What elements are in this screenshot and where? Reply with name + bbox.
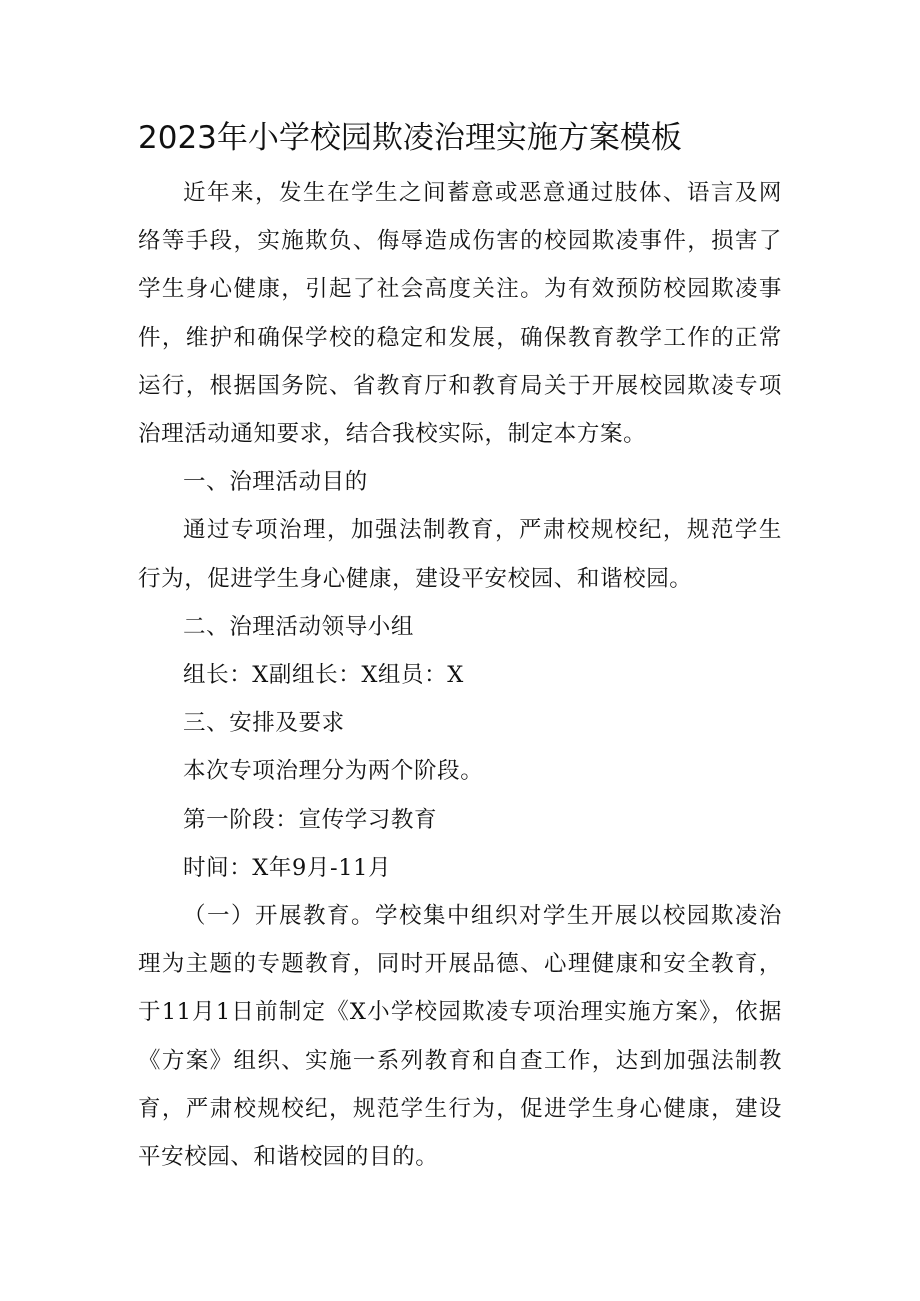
document-body xyxy=(138,169,782,1181)
paragraph-stage-one-time: 时间：X年9月-11月 xyxy=(183,854,392,881)
heading-stage-one: 第一阶段：宣传学习教育 xyxy=(183,806,438,833)
paragraph-two-stages: 本次专项治理分为两个阶段。 xyxy=(183,758,484,785)
heading-leadership: 二、治理活动领导小组 xyxy=(183,613,415,640)
paragraph-intro: 近年来，发生在学生之间蓄意或恶意通过肢体、语言及网络等手段，实施欺负、侮辱造成伤害的校园欺凌事件，损害了学生身心健康，引起了社会高度关注。为有效预防校园欺凌事件，维护和确保学校的稳定和发展，确保教育教学工作的正常运行，根据国务院、省教育厅和教育局关于开展校园欺凌专项治理活动通知要求，结合我校实际，制定本方案。 xyxy=(138,180,782,448)
paragraph-education: （一）开展教育。学校集中组织对学生开展以校园欺凌治理为主题的专题教育，同时开展品德、心理健康和安全教育，于11月1日前制定《X小学校园欺凌专项治理实施方案》，依据《方案》组织、实施一系列教育和自查工作，达到加强法制教育，严肃校规校纪，规范学生行为，促进学生身心健康，建设平安校园、和谐校园的目的。 xyxy=(138,903,782,1171)
document-title: 2023年小学校园欺凌治理实施方案模板 xyxy=(138,120,682,156)
heading-arrangements: 三、安排及要求 xyxy=(183,710,345,737)
paragraph-leadership-members: 组长：X副组长：X组员：X xyxy=(183,662,464,689)
paragraph-purpose: 通过专项治理，加强法制教育，严肃校规校纪，规范学生行为，促进学生身心健康，建设平安校园、和谐校园。 xyxy=(138,517,782,592)
heading-purpose: 一、治理活动目的 xyxy=(183,469,368,496)
